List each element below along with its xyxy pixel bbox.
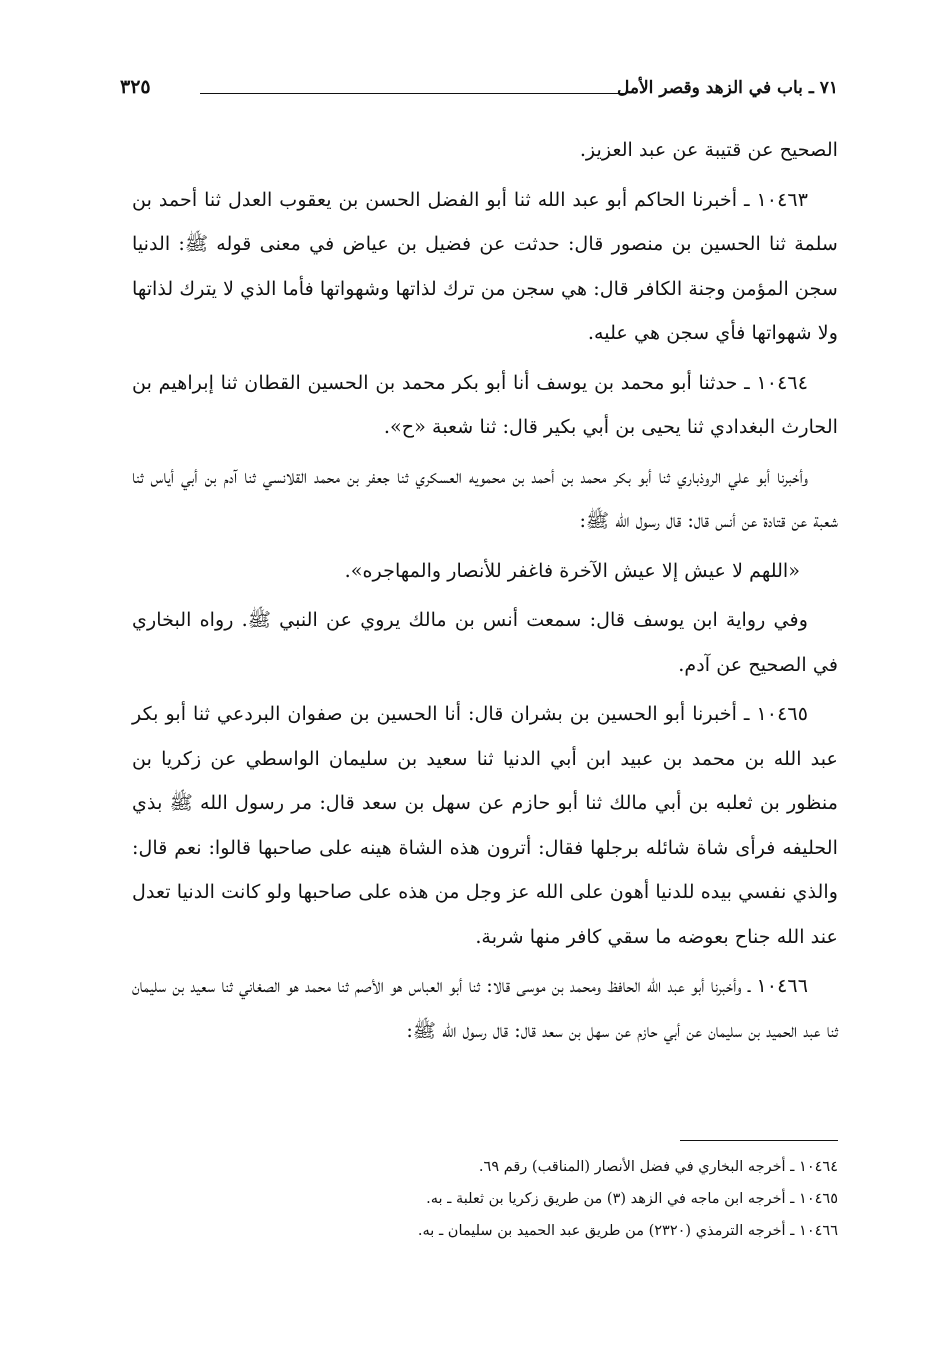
hadith-10466: ١٠٤٦٦ ـ وأخبرنا أبو عبد الله الحافظ ومحمد بن موسى قالا: ثنا أبو العباس هو الأصم ثنا محمد هو الصغاني ثنا سعيد بن سليمان ثنا عبد الحميد بن سليمان عن أبي حازم عن سهل بن سعد قال: قال رسول الله ﷺ: [132, 974, 838, 1042]
chapter-title: ٧١ ـ باب في الزهد وقصر الأمل [617, 78, 838, 98]
hadith-10463: ١٠٤٦٣ ـ أخبرنا الحاكم أبو عبد الله ثنا أبو الفضل الحسن بن يعقوب العدل ثنا أحمد بن سلمة ثنا الحسين بن منصور قال: حدثت عن فضيل بن عياض في معنى قوله ﷺ: الدنيا سجن المؤمن وجنة الكافر قال: هي سجن من ترك لذاتها وشهواتها فأما الذي لا يترك لذاتها ولا شهواتها فأي سجن هي عليه. [132, 187, 838, 344]
footnote-divider [680, 1140, 838, 1141]
hadith-10464-second-chain: وأخبرنا أبو علي الروذباري ثنا أبو بكر محمد بن أحمد بن محمويه العسكري ثنا جعفر بن محمد القلانسي ثنا آدم بن أبي أياس ثنا شعبة عن قتادة عن أنس قال: قال رسول الله ﷺ: [132, 464, 838, 532]
page-number: ٣٢٥ [120, 76, 151, 98]
hadith-quote: «اللهم لا عيش إلا عيش الآخرة فاغفر للأنصار والمهاجره». [344, 558, 800, 582]
hadith-10464: ١٠٤٦٤ ـ حدثنا أبو محمد بن يوسف أنا أبو بكر محمد بن الحسين القطان ثنا إبراهيم بن الحارث البغدادي ثنا يحيى بن أبي بكير قال: ثنا شعبة «ح». [132, 370, 838, 438]
page-body [132, 128, 838, 1058]
footnotes [200, 1151, 838, 1247]
hadith-10465: ١٠٤٦٥ ـ أخبرنا أبو الحسين بن بشران قال: أنا الحسين بن صفوان البردعي ثنا أبو بكر عبد الله بن محمد بن عبيد ابن أبي الدنيا ثنا سعيد بن سليمان الواسطي عن زكريا بن منظور بن ثعلبه بن أبي مالك ثنا أبو حازم عن سهل بن سعد قال: مر رسول الله ﷺ بذي الحليفه فرأى شاة شائله برجلها فقال: أترون هذه الشاة هينه على صاحبها قالوا: نعم قال: والذي نفسي بيده للدنيا أهون على الله عز وجل من هذه على صاحبها ولو كانت الدنيا تعدل عند الله جناح بعوضه ما سقي كافر منها شربة. [132, 702, 838, 948]
footnote-10466: ١٠٤٦٦ ـ أخرجه الترمذي (٢٣٢٠) من طريق عبد الحميد بن سليمان ـ به. [417, 1223, 838, 1239]
page-header [120, 72, 838, 108]
header-rule [200, 93, 626, 94]
narration-note: وفي رواية ابن يوسف قال: سمعت أنس بن مالك يروي عن النبي ﷺ. رواه البخاري في الصحيح عن آدم. [132, 608, 838, 676]
footnote-10464: ١٠٤٦٤ ـ أخرجه البخاري في فضل الأنصار (المناقب) رقم ٦٩. [478, 1159, 838, 1175]
paragraph-continuation: الصحيح عن قتيبة عن عبد العزيز. [579, 138, 838, 161]
footnote-10465: ١٠٤٦٥ ـ أخرجه ابن ماجه في الزهد (٣) من طريق زكريا بن ثعلبة ـ به. [426, 1191, 838, 1207]
